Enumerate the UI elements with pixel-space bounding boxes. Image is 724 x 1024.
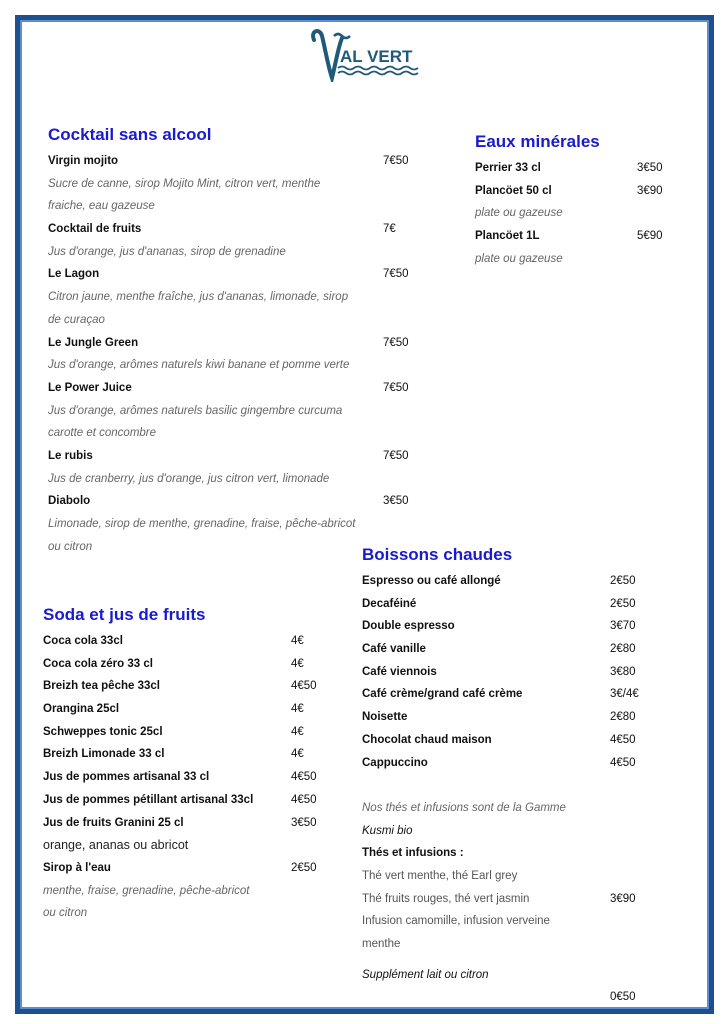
item-name: plate ou gazeuse [475, 252, 563, 265]
menu-item-description [43, 880, 343, 903]
item-name: fraiche, eau gazeuse [48, 200, 155, 213]
menu-item [475, 180, 675, 203]
section-cocktail-sans-alcool [48, 124, 409, 558]
item-name: Infusion camomille, infusion verveine [362, 915, 550, 928]
item-name: Coca cola zéro 33 cl [43, 657, 153, 670]
item-name: Espresso ou café allongé [362, 575, 501, 587]
menu-item-description [48, 400, 388, 423]
item-name: carotte et concombre [48, 427, 157, 440]
menu-item [362, 638, 662, 661]
item-name: Cappuccino [362, 756, 428, 769]
item-name: Double espresso [362, 620, 455, 633]
menu-item [362, 593, 662, 616]
item-price: 7€50 [383, 155, 409, 167]
item-name: Chocolat chaud maison [362, 733, 492, 746]
item-price: 3€50 [637, 162, 663, 174]
menu-item-description [475, 202, 675, 225]
item-price: 3€70 [610, 620, 636, 633]
item-price: 4€ [291, 748, 304, 761]
menu-item-description [48, 354, 388, 377]
section-title: Soda et jus de fruits [43, 605, 206, 624]
item-price: 5€90 [637, 230, 663, 243]
item-price: 7€50 [383, 336, 409, 349]
item-name: Limonade, sirop de menthe, grenadine, fraise, pêche-abricot [48, 518, 356, 530]
menu-item [43, 630, 343, 653]
item-name: Coca cola 33cl [43, 635, 123, 647]
item-name: Jus de cranberry, jus d'orange, jus citron vert, limonade [48, 472, 330, 485]
item-name: ou citron [48, 540, 93, 553]
menu-item [43, 789, 343, 812]
item-name: Jus d'orange, arômes naturels basilic gingembre curcuma [48, 404, 343, 417]
menu-item-description [362, 865, 662, 888]
item-name: Jus de fruits Granini 25 cl [43, 816, 184, 829]
item-price: 7€50 [383, 449, 409, 462]
item-name: orange, ananas ou abricot [43, 838, 189, 853]
menu-item [362, 986, 662, 1009]
item-name: Plancöet 1L [475, 230, 540, 243]
item-name: Sucre de canne, sirop Mojito Mint, citron vert, menthe [48, 177, 321, 190]
item-price: 3€90 [637, 184, 663, 197]
menu-item [43, 653, 343, 676]
menu-item [475, 157, 675, 180]
item-name: Jus de pommes artisanal 33 cl [43, 771, 210, 784]
item-name: Cocktail de fruits [48, 223, 142, 236]
item-name: Virgin mojito [48, 155, 119, 167]
item-name: ou citron [43, 907, 88, 920]
item-price: 4€ [291, 657, 304, 670]
menu-item [475, 225, 675, 248]
menu-item-description [48, 468, 388, 491]
item-price: 4€ [291, 725, 304, 738]
item-name: Café crème/grand café crème [362, 688, 523, 701]
item-price: 4€ [291, 703, 304, 716]
menu-item-description [48, 173, 388, 196]
menu-item-description [362, 964, 662, 987]
menu-item [48, 445, 409, 468]
item-price: 4€50 [291, 793, 317, 806]
item-name: Thé vert menthe, thé Earl grey [362, 869, 518, 882]
item-name: de curaçao [48, 313, 105, 326]
menu-item [362, 683, 662, 706]
item-name: menthe [362, 938, 401, 950]
item-price: 3€50 [291, 816, 317, 829]
menu-item [362, 706, 662, 729]
menu-item [48, 490, 409, 513]
item-price: 4€50 [291, 771, 317, 784]
item-name: Kusmi bio [362, 824, 413, 837]
item-name: menthe, fraise, grenadine, pêche-abricot [43, 884, 250, 897]
menu-item [362, 570, 662, 593]
menu-item [362, 615, 662, 638]
menu-item [43, 675, 343, 698]
item-price: 7€50 [383, 381, 409, 394]
menu-item [43, 698, 343, 721]
menu-item-description [48, 513, 388, 536]
menu-item [48, 377, 409, 400]
item-price: 4€50 [610, 756, 636, 769]
menu-item-description [43, 902, 343, 925]
menu-item-description [362, 933, 662, 956]
item-price: 2€80 [610, 643, 636, 656]
menu-item [43, 812, 343, 835]
item-price: 7€ [383, 223, 396, 236]
item-name: Café viennois [362, 665, 437, 678]
menu-item [48, 332, 409, 355]
menu-item [43, 857, 343, 880]
menu-item [48, 218, 396, 241]
menu-item-description [48, 286, 388, 309]
item-price: 4€50 [610, 733, 636, 746]
item-name: Perrier 33 cl [475, 162, 541, 174]
item-name: Breizh tea pêche 33cl [43, 680, 160, 693]
item-name: Decaféiné [362, 597, 417, 610]
item-price: 3€90 [610, 892, 636, 905]
item-name: Thé fruits rouges, thé vert jasmin [362, 892, 530, 905]
item-name: Supplément lait ou citron [362, 968, 489, 981]
item-name: Jus d'orange, arômes naturels kiwi banane et pomme verte [48, 359, 350, 372]
item-name: Jus de pommes pétillant artisanal 33cl [43, 793, 254, 806]
item-price: 4€50 [291, 680, 317, 693]
item-price: 7€50 [383, 268, 409, 281]
item-name: Café vanille [362, 643, 426, 656]
item-price: 2€50 [291, 861, 317, 874]
item-name: Le Power Juice [48, 381, 132, 394]
item-price: 2€50 [610, 597, 636, 610]
menu-item [43, 721, 343, 744]
item-price: 3€/4€ [610, 688, 639, 701]
item-price: 2€80 [610, 711, 636, 724]
item-name: Thés et infusions : [362, 847, 464, 860]
menu-item-description [362, 888, 662, 911]
item-name: plate ou gazeuse [475, 207, 563, 220]
menu-item-description [362, 820, 662, 843]
menu-item-description [48, 195, 388, 218]
section-title: Eaux minérales [475, 132, 600, 151]
menu-item-description [475, 248, 675, 271]
item-price: 3€50 [383, 495, 409, 508]
menu-item [362, 661, 662, 684]
item-name: Breizh Limonade 33 cl [43, 748, 165, 761]
section-title: Cocktail sans alcool [48, 125, 212, 144]
item-price: 3€80 [610, 665, 636, 678]
item-price: 4€ [291, 635, 304, 647]
menu-item [43, 766, 343, 789]
svg-text:AL VERT: AL VERT [340, 47, 413, 66]
menu-item-description [43, 834, 343, 857]
item-name: Diabolo [48, 495, 91, 508]
item-name: Noisette [362, 711, 408, 724]
menu-item-description [48, 536, 388, 559]
item-name: Nos thés et infusions sont de la Gamme [362, 801, 566, 814]
item-name: Orangina 25cl [43, 703, 120, 716]
item-name: Le Lagon [48, 268, 100, 281]
menu-item-description [48, 241, 388, 264]
menu-item [43, 743, 343, 766]
item-name: Schweppes tonic 25cl [43, 725, 163, 738]
item-name: Plancöet 50 cl [475, 184, 552, 197]
menu-item-description [362, 797, 662, 820]
section-soda-jus-de-fruits [43, 604, 343, 925]
menu-item [362, 729, 662, 752]
section-eaux-minerales [475, 131, 675, 270]
section-boissons-chaudes [362, 544, 662, 1009]
section-title: Boissons chaudes [362, 545, 513, 564]
item-name: Citron jaune, menthe fraîche, jus d'ananas, limonade, sirop [48, 291, 349, 304]
item-name: Jus d'orange, jus d'ananas, sirop de grenadine [48, 245, 286, 258]
menu-item [362, 752, 662, 775]
menu-item-description [48, 309, 388, 332]
menu-item [48, 263, 409, 286]
item-name: Sirop à l'eau [43, 861, 111, 874]
menu-item-description [362, 910, 662, 933]
item-price: 0€50 [610, 991, 636, 1004]
item-name: Le rubis [48, 449, 93, 462]
item-price: 2€50 [610, 575, 636, 587]
spacer [362, 774, 662, 797]
item-name: Le Jungle Green [48, 336, 139, 349]
menu-item [362, 842, 662, 865]
menu-item [48, 150, 409, 173]
val-vert-logo [308, 26, 428, 82]
menu-item-description [48, 422, 388, 445]
